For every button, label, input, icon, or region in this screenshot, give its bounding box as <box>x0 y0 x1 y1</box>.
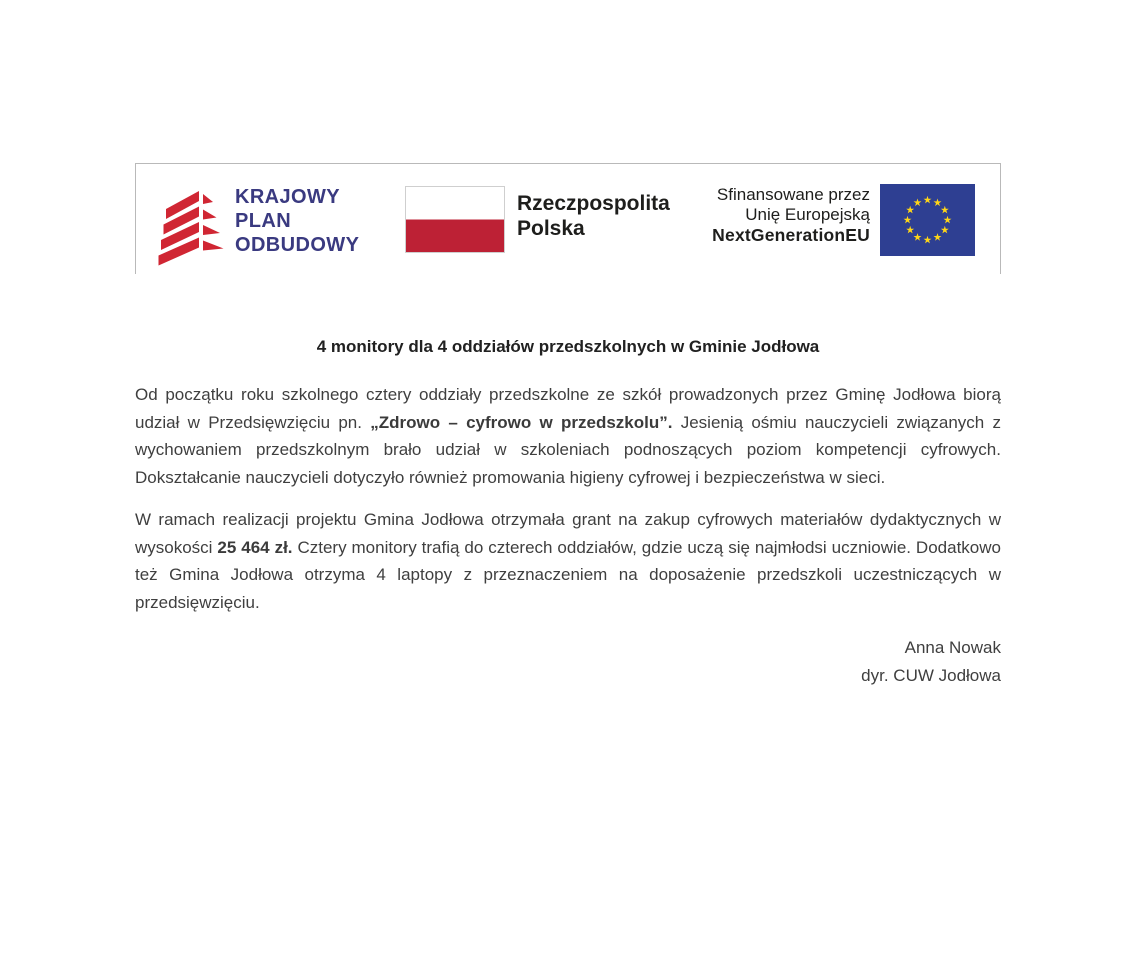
kpo-logo-line: PLAN <box>235 210 292 232</box>
project-name-bold: „Zdrowo – cyfrowo w przedszkolu”. <box>370 412 673 432</box>
signature-role: dyr. CUW Jodłowa <box>861 665 1001 685</box>
paragraph-2 <box>135 506 1001 616</box>
kpo-logo-line: KRAJOWY <box>235 186 341 208</box>
kpo-logo-line: ODBUDOWY <box>235 234 360 256</box>
grant-amount-bold: 25 464 zł. <box>217 537 293 557</box>
eu-funding-line: Unię Europejską <box>745 205 870 224</box>
paragraph-2-text: Cztery monitory trafią do czterech oddziałów, gdzie uczą się najmłodsi uczniowie. Dodatkowo też Gmina Jodłowa otrzyma 4 laptopy z przeznaczeniem na doposażenie przedszkoli uczestniczących w przedsięwzięciu. <box>135 537 1001 612</box>
funding-logos-header <box>135 163 1001 274</box>
poland-name-line: Polska <box>517 217 585 240</box>
signature-block <box>135 634 1001 689</box>
poland-name-line: Rzeczpospolita <box>517 192 670 215</box>
eu-funding-line: Sfinansowane przez <box>716 185 870 204</box>
kpo-logo-icon <box>151 185 231 267</box>
kpo-logo-text <box>235 185 359 257</box>
paragraph-1 <box>135 381 1001 491</box>
paragraph-1-text: Jesienią ośmiu nauczycieli związanych z wychowaniem przedszkolnym brało udział w szkoleniach podnoszących poziom kompetencji cyfrowych. Dokształcanie nauczycieli dotyczyło również promowania higieny cyfrowej i bezpieczeństwa w sieci. <box>135 412 1001 487</box>
nextgenerationeu-label: NextGenerationEU <box>712 225 870 245</box>
poland-name-text <box>517 191 670 241</box>
article <box>135 336 1001 689</box>
paragraph-2-text: W ramach realizacji projektu Gmina Jodłowa otrzymała grant na zakup cyfrowych materiałów dydaktycznych w wysokości <box>135 510 1001 557</box>
article-title: 4 monitory dla 4 oddziałów przedszkolnych w Gminie Jodłowa <box>316 337 820 356</box>
eu-funding-text <box>712 185 870 245</box>
eu-flag-icon <box>880 184 975 256</box>
signature-name: Anna Nowak <box>904 638 1001 657</box>
paragraph-1-text: Od początku roku szkolnego cztery oddziały przedszkolne ze szkół prowadzonych przez Gminę Jodłowa biorą udział w Przedsięwzięciu pn. <box>135 385 1001 432</box>
poland-flag-icon <box>405 186 505 253</box>
